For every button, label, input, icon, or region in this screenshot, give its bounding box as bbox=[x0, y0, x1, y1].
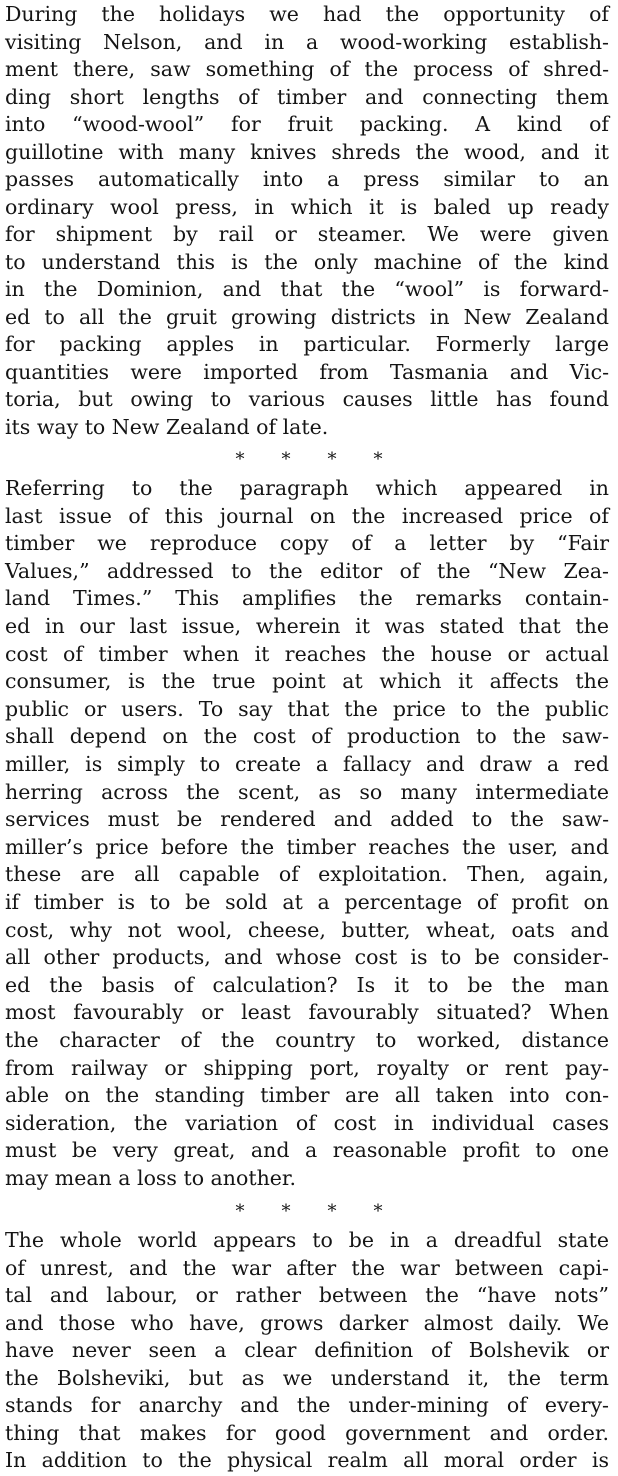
text-line: timber we reproduce copy of a letter by “Fair bbox=[5, 531, 609, 556]
text-line: most favourably or least favourably situated? When bbox=[5, 1000, 609, 1025]
text-line: ding short lengths of timber and connecting them bbox=[5, 84, 609, 109]
text-line: quantities were imported from Tasmania and Vic- bbox=[5, 359, 609, 384]
asterisk: * bbox=[327, 1201, 337, 1222]
asterisk: * bbox=[281, 449, 291, 470]
text-line: of unrest, and the war after the war between capi- bbox=[5, 1255, 609, 1280]
text-line: land Times.” This amplifies the remarks contain- bbox=[5, 586, 609, 611]
section-separator bbox=[0, 449, 618, 471]
text-line: ed to all the gruit growing districts in New Zealand bbox=[5, 304, 609, 329]
text-line: may mean a loss to another. bbox=[5, 1166, 296, 1190]
text-line: stands for anarchy and the under-mining of every- bbox=[5, 1393, 609, 1417]
text-line: for shipment by rail or steamer. We were given bbox=[5, 222, 609, 246]
text-line: ed the basis of calculation? Is it to be the man bbox=[5, 972, 609, 997]
text-line: Values,” addressed to the editor of the “New Zea- bbox=[5, 558, 609, 583]
text-line: shall depend on the cost of production to the saw- bbox=[5, 724, 609, 749]
text-line: public or users. To say that the price to the public bbox=[5, 696, 609, 721]
text-line: thing that makes for good government and order. bbox=[5, 1420, 609, 1445]
text-line: have never seen a clear definition of Bolshevik or bbox=[5, 1338, 609, 1362]
asterisk: * bbox=[281, 1201, 291, 1222]
text-line: visiting Nelson, and in a wood-working establish- bbox=[5, 29, 609, 54]
text-line: tal and labour, or rather between the “have nots” bbox=[5, 1283, 609, 1307]
asterisk: * bbox=[373, 1201, 383, 1222]
text-line: must be very great, and a reasonable profit to one bbox=[5, 1138, 609, 1163]
text-line: The whole world appears to be in a dreadful state bbox=[5, 1228, 609, 1252]
text-line: all other products, and whose cost is to be consider- bbox=[5, 945, 609, 970]
text-line: from railway or shipping port, royalty or rent pay- bbox=[5, 1055, 609, 1080]
text-line: ment there, saw something of the process of shred- bbox=[5, 57, 609, 81]
text-line: During the holidays we had the opportunity of bbox=[5, 2, 609, 26]
text-line: miller’s price before the timber reaches the user, and bbox=[5, 834, 609, 859]
text-line: if timber is to be sold at a percentage of profit on bbox=[5, 890, 609, 914]
text-line: Referring to the paragraph which appeared in bbox=[5, 476, 609, 500]
text-line: into “wood-wool” for fruit packing. A kind of bbox=[5, 112, 609, 136]
text-line: miller, is simply to create a fallacy and draw a red bbox=[5, 752, 609, 776]
text-line: and those who have, grows darker almost daily. We bbox=[5, 1310, 609, 1335]
section-separator bbox=[0, 1201, 618, 1223]
asterisk: * bbox=[235, 1201, 245, 1222]
asterisk: * bbox=[373, 449, 383, 470]
text-line: for packing apples in particular. Formerly large bbox=[5, 332, 609, 356]
text-line: services must be rendered and added to the saw- bbox=[5, 807, 609, 832]
text-line: In addition to the physical realm all moral order is bbox=[5, 1448, 609, 1472]
text-line: to understand this is the only machine of the kind bbox=[5, 249, 609, 274]
text-line: cost of timber when it reaches the house or actual bbox=[5, 641, 609, 666]
text-line: the Bolsheviki, but as we understand it, the term bbox=[5, 1365, 609, 1390]
text-line: toria, but owing to various causes little has found bbox=[5, 387, 609, 411]
text-line: ed in our last issue, wherein it was stated that the bbox=[5, 614, 609, 638]
asterisk: * bbox=[327, 449, 337, 470]
text-line: its way to New Zealand of late. bbox=[5, 414, 329, 439]
text-line: ordinary wool press, in which it is baled up ready bbox=[5, 194, 609, 219]
text-line: in the Dominion, and that the “wool” is forward- bbox=[5, 277, 609, 301]
text-line: the character of the country to worked, distance bbox=[5, 1028, 609, 1052]
text-line: sideration, the variation of cost in individual cases bbox=[5, 1110, 609, 1135]
text-line: these are all capable of exploitation. Then, again, bbox=[5, 862, 609, 887]
text-line: last issue of this journal on the increased price of bbox=[5, 503, 609, 528]
text-line: guillotine with many knives shreds the wood, and it bbox=[5, 139, 609, 164]
text-line: herring across the scent, as so many intermediate bbox=[5, 779, 609, 804]
asterisk: * bbox=[235, 449, 245, 470]
text-line: consumer, is the true point at which it affects the bbox=[5, 669, 609, 694]
text-line: able on the standing timber are all taken into con- bbox=[5, 1083, 609, 1108]
text-line: cost, why not wool, cheese, butter, wheat, oats and bbox=[5, 917, 609, 942]
text-line: passes automatically into a press similar to an bbox=[5, 167, 609, 191]
